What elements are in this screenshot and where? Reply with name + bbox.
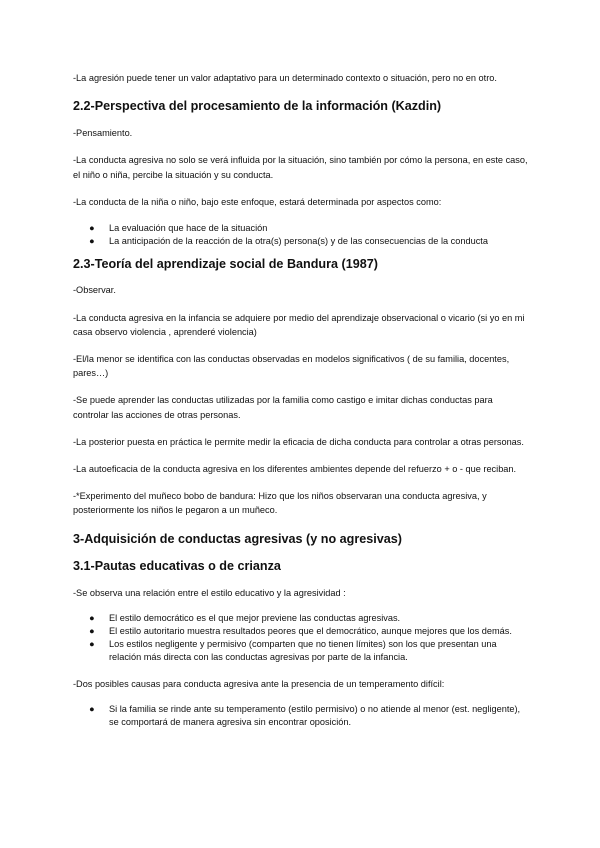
- paragraph-practice-efficacy: -La posterior puesta en práctica le permite medir la eficacia de dicha conducta para controlar a otras personas.: [73, 436, 524, 447]
- document-page: [73, 71, 531, 729]
- paragraph-bobo-doll: -*Experimento del muñeco bobo de bandura: Hizo que los niños observaran una conducta agresiva, y posteriormente los niños le pegaron a un muñeco.: [73, 491, 487, 516]
- heading-2-2: 2.2-Perspectiva del procesamiento de la información (Kazdin): [73, 99, 442, 114]
- bullet-icon: ●: [89, 223, 95, 234]
- heading-3-1: 3.1-Pautas educativas o de crianza: [73, 558, 281, 573]
- list-item: ● Los estilos negligente y permisivo (comparten que no tienen límites) son los que presentan una relación más directa con las conductas agresivas por parte de la infancia.: [89, 639, 497, 663]
- list-educational-styles: [73, 612, 531, 665]
- paragraph-determined-aspects: -La conducta de la niña o niño, bajo este enfoque, estará determinada por aspectos como:: [73, 196, 442, 207]
- paragraph-observar: -Observar.: [73, 285, 116, 296]
- heading-3: 3-Adquisición de conductas agresivas (y no agresivas): [73, 531, 402, 546]
- paragraph-adaptive-value: -La agresión puede tener un valor adaptativo para un determinado contexto o situación, pero no en otro.: [73, 73, 497, 83]
- paragraph-punishment-imitation: -Se puede aprender las conductas utilizadas por la familia como castigo e imitar dichas conductas para controlar las acciones de otras personas.: [73, 395, 493, 420]
- paragraph-self-efficacy: -La autoeficacia de la conducta agresiva en los diferentes ambientes depende del refuerzo + o - que reciban.: [73, 464, 517, 475]
- paragraph-educational-style: -Se observa una relación entre el estilo educativo y la agresividad :: [73, 587, 346, 598]
- paragraph-two-causes: -Dos posibles causas para conducta agresiva ante la presencia de un temperamento difícil:: [73, 678, 445, 689]
- bullet-icon: ●: [89, 612, 95, 623]
- list-causes: [73, 703, 531, 729]
- list-aspects: [73, 222, 531, 248]
- list-item: ● El estilo democrático es el que mejor previene las conductas agresivas.: [73, 612, 531, 625]
- paragraph-observational-learning: -La conducta agresiva en la infancia se adquiere por medio del aprendizaje observacional o vicario (si yo en mi casa observo violencia , aprenderé violencia): [73, 312, 525, 337]
- bullet-icon: ●: [89, 236, 95, 247]
- list-item: ● Si la familia se rinde ante su temperamento (estilo permisivo) o no atiende al menor (est. negligente), se comportará de manera agresiva sin encontrar oposición.: [89, 703, 521, 728]
- paragraph-pensamiento: -Pensamiento.: [73, 128, 133, 139]
- list-item: ● El estilo autoritario muestra resultados peores que el democrático, aunque mejores que los demás.: [73, 625, 531, 638]
- bullet-icon: ●: [89, 626, 95, 637]
- heading-2-3: 2.3-Teoría del aprendizaje social de Bandura (1987): [73, 257, 378, 272]
- paragraph-identification: -El/la menor se identifica con las conductas observadas en modelos significativos ( de su familia, docentes, pares…): [73, 354, 510, 379]
- bullet-icon: ●: [89, 639, 95, 650]
- list-item: ● La anticipación de la reacción de la otra(s) persona(s) y de las consecuencias de la conducta: [73, 235, 531, 248]
- paragraph-situation-perception: -La conducta agresiva no solo se verá influida por la situación, sino también por cómo la persona, en este caso, el niño o niña, percibe la situación y su conducta.: [73, 155, 528, 180]
- list-item: ● La evaluación que hace de la situación: [73, 222, 531, 235]
- bullet-icon: ●: [89, 703, 95, 714]
